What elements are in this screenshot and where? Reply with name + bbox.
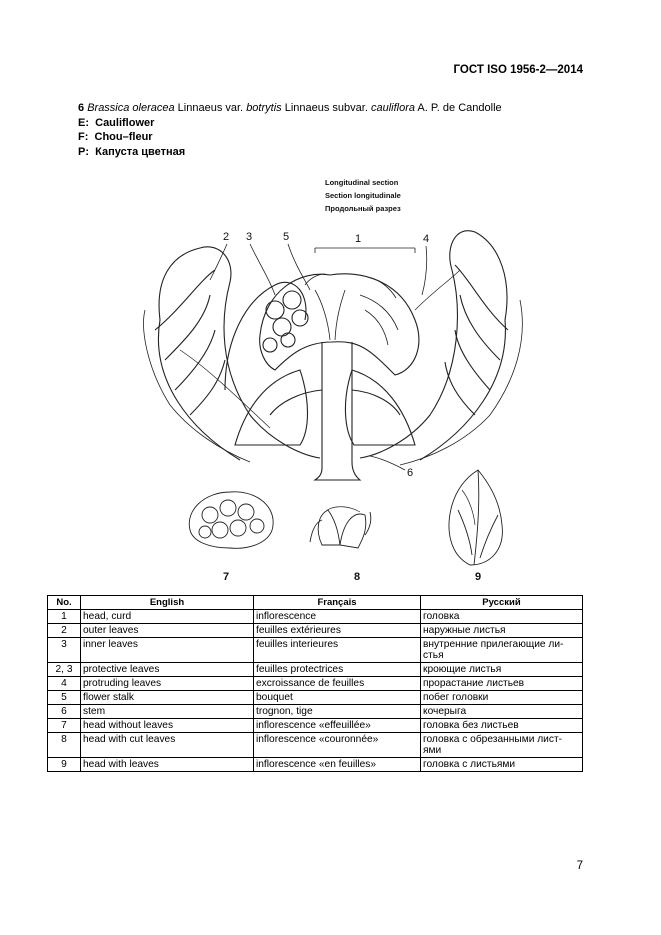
cell-english: flower stalk — [81, 691, 254, 705]
callout-2: 2 — [223, 231, 230, 243]
table-row — [48, 638, 583, 663]
callout-4: 4 — [423, 233, 430, 245]
species-line — [78, 101, 502, 116]
cell-no: 6 — [48, 705, 81, 719]
cell-no: 5 — [48, 691, 81, 705]
figure-9-head-with-leaves — [449, 470, 502, 565]
col-header-french: Français — [254, 596, 421, 610]
cell-french: inflorescence — [254, 610, 421, 624]
terms-table — [47, 595, 583, 772]
species-text-2: Linnaeus subvar. — [281, 102, 371, 114]
stem-branches — [270, 390, 400, 415]
col-header-russian: Русский — [421, 596, 583, 610]
figure-7-head-without-leaves — [189, 492, 273, 548]
stem — [315, 342, 360, 480]
cauliflower-illustration — [60, 170, 600, 590]
common-name: Капуста цветная — [95, 145, 186, 158]
common-name: Chou–fleur — [94, 131, 153, 143]
table-row — [48, 691, 583, 705]
cell-french: feuilles interieures — [254, 638, 421, 663]
cell-english: head with cut leaves — [81, 733, 254, 758]
callout-5: 5 — [283, 231, 290, 243]
callout-3: 3 — [246, 231, 253, 243]
page-number: 7 — [576, 860, 583, 872]
cell-russian: головка с обрезанными лист-ями — [421, 733, 583, 758]
species-subvariety: cauliflora — [370, 102, 415, 114]
cell-no: 2, 3 — [48, 663, 81, 677]
cell-english: stem — [81, 705, 254, 719]
species-text-3: A. P. de Candolle — [414, 102, 502, 114]
cell-russian: внутренние прилегающие ли-стья — [421, 638, 583, 663]
cell-russian: прорастание листьев — [421, 677, 583, 691]
cell-russian: наружные листья — [421, 624, 583, 638]
col-header-no: No. — [48, 596, 81, 610]
table-row — [48, 610, 583, 624]
cell-french: feuilles extérieures — [254, 624, 421, 638]
cell-english: head with leaves — [81, 758, 254, 772]
figure-label-8: 8 — [354, 571, 361, 583]
table-row — [48, 733, 583, 758]
species-variety: botrytis — [246, 102, 282, 114]
table-row — [48, 663, 583, 677]
cell-english: outer leaves — [81, 624, 254, 638]
cell-russian: головка — [421, 610, 583, 624]
cell-russian: побег головки — [421, 691, 583, 705]
table-row — [48, 719, 583, 733]
figure-label-9: 9 — [475, 571, 482, 583]
figure-label-7: 7 — [223, 571, 230, 583]
lang-code: P: — [78, 145, 89, 158]
cell-russian: кроющие листья — [421, 663, 583, 677]
species-text-1: Linnaeus var. — [174, 102, 247, 114]
cell-russian: головка с листьями — [421, 758, 583, 772]
cell-no: 8 — [48, 733, 81, 758]
cell-french: feuilles protectrices — [254, 663, 421, 677]
cell-french: trognon, tige — [254, 705, 421, 719]
cell-french: inflorescence «effeuillée» — [254, 719, 421, 733]
inner-leaf-cavity-right — [345, 370, 415, 445]
col-header-english: English — [81, 596, 254, 610]
cell-french: bouquet — [254, 691, 421, 705]
cell-english: protruding leaves — [81, 677, 254, 691]
outer-leaves-right — [360, 231, 522, 465]
callout-leaders — [210, 244, 427, 470]
species-intro — [78, 101, 502, 159]
cell-no: 3 — [48, 638, 81, 663]
cell-russian: головка без листьев — [421, 719, 583, 733]
table-row — [48, 624, 583, 638]
cell-english: protective leaves — [81, 663, 254, 677]
cell-english: head without leaves — [81, 719, 254, 733]
cell-french: inflorescence «couronnée» — [254, 733, 421, 758]
cell-no: 1 — [48, 610, 81, 624]
standard-number: ГОСТ ISO 1956-2—2014 — [453, 64, 583, 76]
callout-6: 6 — [407, 467, 414, 479]
table-row — [48, 677, 583, 691]
section-title-ru: Продольный разрез — [325, 204, 401, 213]
lang-code: E: — [78, 116, 89, 129]
table-row — [48, 758, 583, 772]
species-genus: Brassica oleracea — [87, 102, 175, 114]
cell-french: inflorescence «en feuilles» — [254, 758, 421, 772]
cell-english: inner leaves — [81, 638, 254, 663]
common-name-ru — [78, 145, 502, 160]
cell-no: 4 — [48, 677, 81, 691]
lang-code: F: — [78, 131, 89, 143]
cell-french: excroissance de feuilles — [254, 677, 421, 691]
curd-head — [260, 274, 419, 375]
callout-1: 1 — [355, 233, 362, 245]
figure-8-head-with-cut-leaves — [310, 507, 371, 548]
section-title-fr: Section longitudinale — [325, 191, 401, 200]
cell-no: 9 — [48, 758, 81, 772]
cell-english: head, curd — [81, 610, 254, 624]
table-header-row — [48, 596, 583, 610]
cell-no: 7 — [48, 719, 81, 733]
cell-no: 2 — [48, 624, 81, 638]
table-row — [48, 705, 583, 719]
cell-russian: кочерыга — [421, 705, 583, 719]
common-name-en — [78, 116, 502, 131]
common-name-fr — [78, 130, 502, 145]
common-name: Cauliflower — [95, 116, 155, 129]
section-title-en: Longitudinal section — [325, 178, 399, 187]
item-number: 6 — [78, 102, 85, 114]
